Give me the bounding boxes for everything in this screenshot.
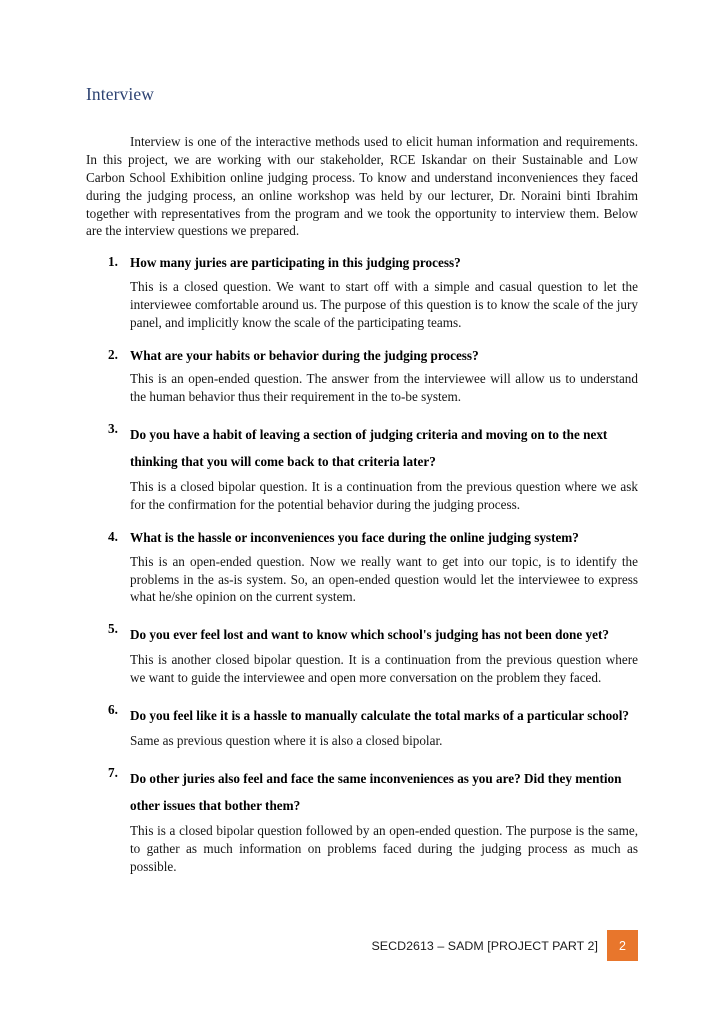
question-number: 1.	[108, 254, 118, 270]
question-item	[86, 702, 638, 761]
question-text: Do you ever feel lost and want to know which school's judging has not been done yet?	[130, 627, 609, 643]
question-row	[86, 254, 638, 276]
item-spacer	[86, 876, 638, 887]
question-text: What is the hassle or inconveniences you face during the online judging system?	[130, 529, 579, 545]
question-text: Do you feel like it is a hassle to manually calculate the total marks of a particular school?	[130, 708, 630, 724]
answer-text: This is an open-ended question. Now we really want to get into our topic, is to identify the problems in the as-is system. So, an open-ended question would let the interviewee to express what he/she opinion on the current system.	[130, 553, 638, 605]
question-number: 2.	[108, 346, 118, 362]
page-number-badge: 2	[607, 930, 638, 961]
question-text: What are your habits or behavior during the judging process?	[130, 347, 479, 363]
document-body	[86, 84, 638, 891]
question-text: How many juries are participating in this judging process?	[130, 255, 461, 271]
question-row	[86, 347, 638, 369]
item-spacer	[86, 687, 638, 698]
answer-text: This is a closed question. We want to start off with a simple and casual question to let the interviewee comfortable around us. The purpose of this question is to know the scale of the jury panel, and implicitly know the scale of the participating teams.	[130, 278, 638, 330]
question-row	[86, 765, 638, 820]
item-spacer	[86, 514, 638, 525]
question-item	[86, 765, 638, 887]
interview-question-list	[86, 254, 638, 887]
question-number: 4.	[108, 528, 118, 544]
page-footer	[0, 930, 724, 970]
question-item	[86, 621, 638, 698]
question-text: Do other juries also feel and face the same inconveniences as you are? Did they mention other issues that bother them?	[130, 771, 622, 814]
question-number: 5.	[108, 621, 118, 637]
question-item	[86, 347, 638, 417]
question-number: 6.	[108, 702, 118, 718]
question-row	[86, 529, 638, 551]
question-row	[86, 702, 638, 730]
item-spacer	[86, 606, 638, 617]
item-spacer	[86, 750, 638, 761]
question-item	[86, 529, 638, 617]
question-item	[86, 254, 638, 342]
footer-course-label: SECD2613 – SADM [PROJECT PART 2]	[371, 939, 598, 953]
page-title: Interview	[86, 84, 154, 104]
question-number: 7.	[108, 765, 118, 781]
question-text: Do you have a habit of leaving a section of judging criteria and moving on to the next thinking that you will come back to that criteria later?	[130, 427, 608, 470]
item-spacer	[86, 406, 638, 417]
answer-text: This is a closed bipolar question. It is a continuation from the previous question where we ask for the confirmation for the potential behavior during the judging process.	[130, 479, 638, 513]
question-row	[86, 621, 638, 649]
question-row	[86, 421, 638, 476]
item-spacer	[86, 332, 638, 343]
question-number: 3.	[108, 421, 118, 437]
intro-paragraph: Interview is one of the interactive methods used to elicit human information and requirements. In this project, we are working with our stakeholder, RCE Iskandar on their Sustainable and Low Carbon School Exhibition online judging process. To know and understand inconveniences they faced during the judging process, an online workshop was held by our lecturer, Dr. Noraini binti Ibrahim together with representatives from the program and we took the opportunity to interview them. Below are the interview questions we prepared.	[86, 134, 638, 239]
question-item	[86, 421, 638, 525]
answer-text: This is an open-ended question. The answer from the interviewee will allow us to understand the human behavior thus their requirement in the to-be system.	[130, 371, 638, 405]
answer-text: Same as previous question where it is also a closed bipolar.	[130, 733, 443, 749]
answer-text: This is another closed bipolar question. It is a continuation from the previous question where we want to guide the interviewee and open more conversation on the problem they faced.	[130, 652, 638, 686]
footer-content	[371, 930, 638, 962]
answer-text: This is a closed bipolar question followed by an open-ended question. The purpose is the same, to gather as much information on problems faced during the judging process as much as possible.	[130, 823, 638, 874]
